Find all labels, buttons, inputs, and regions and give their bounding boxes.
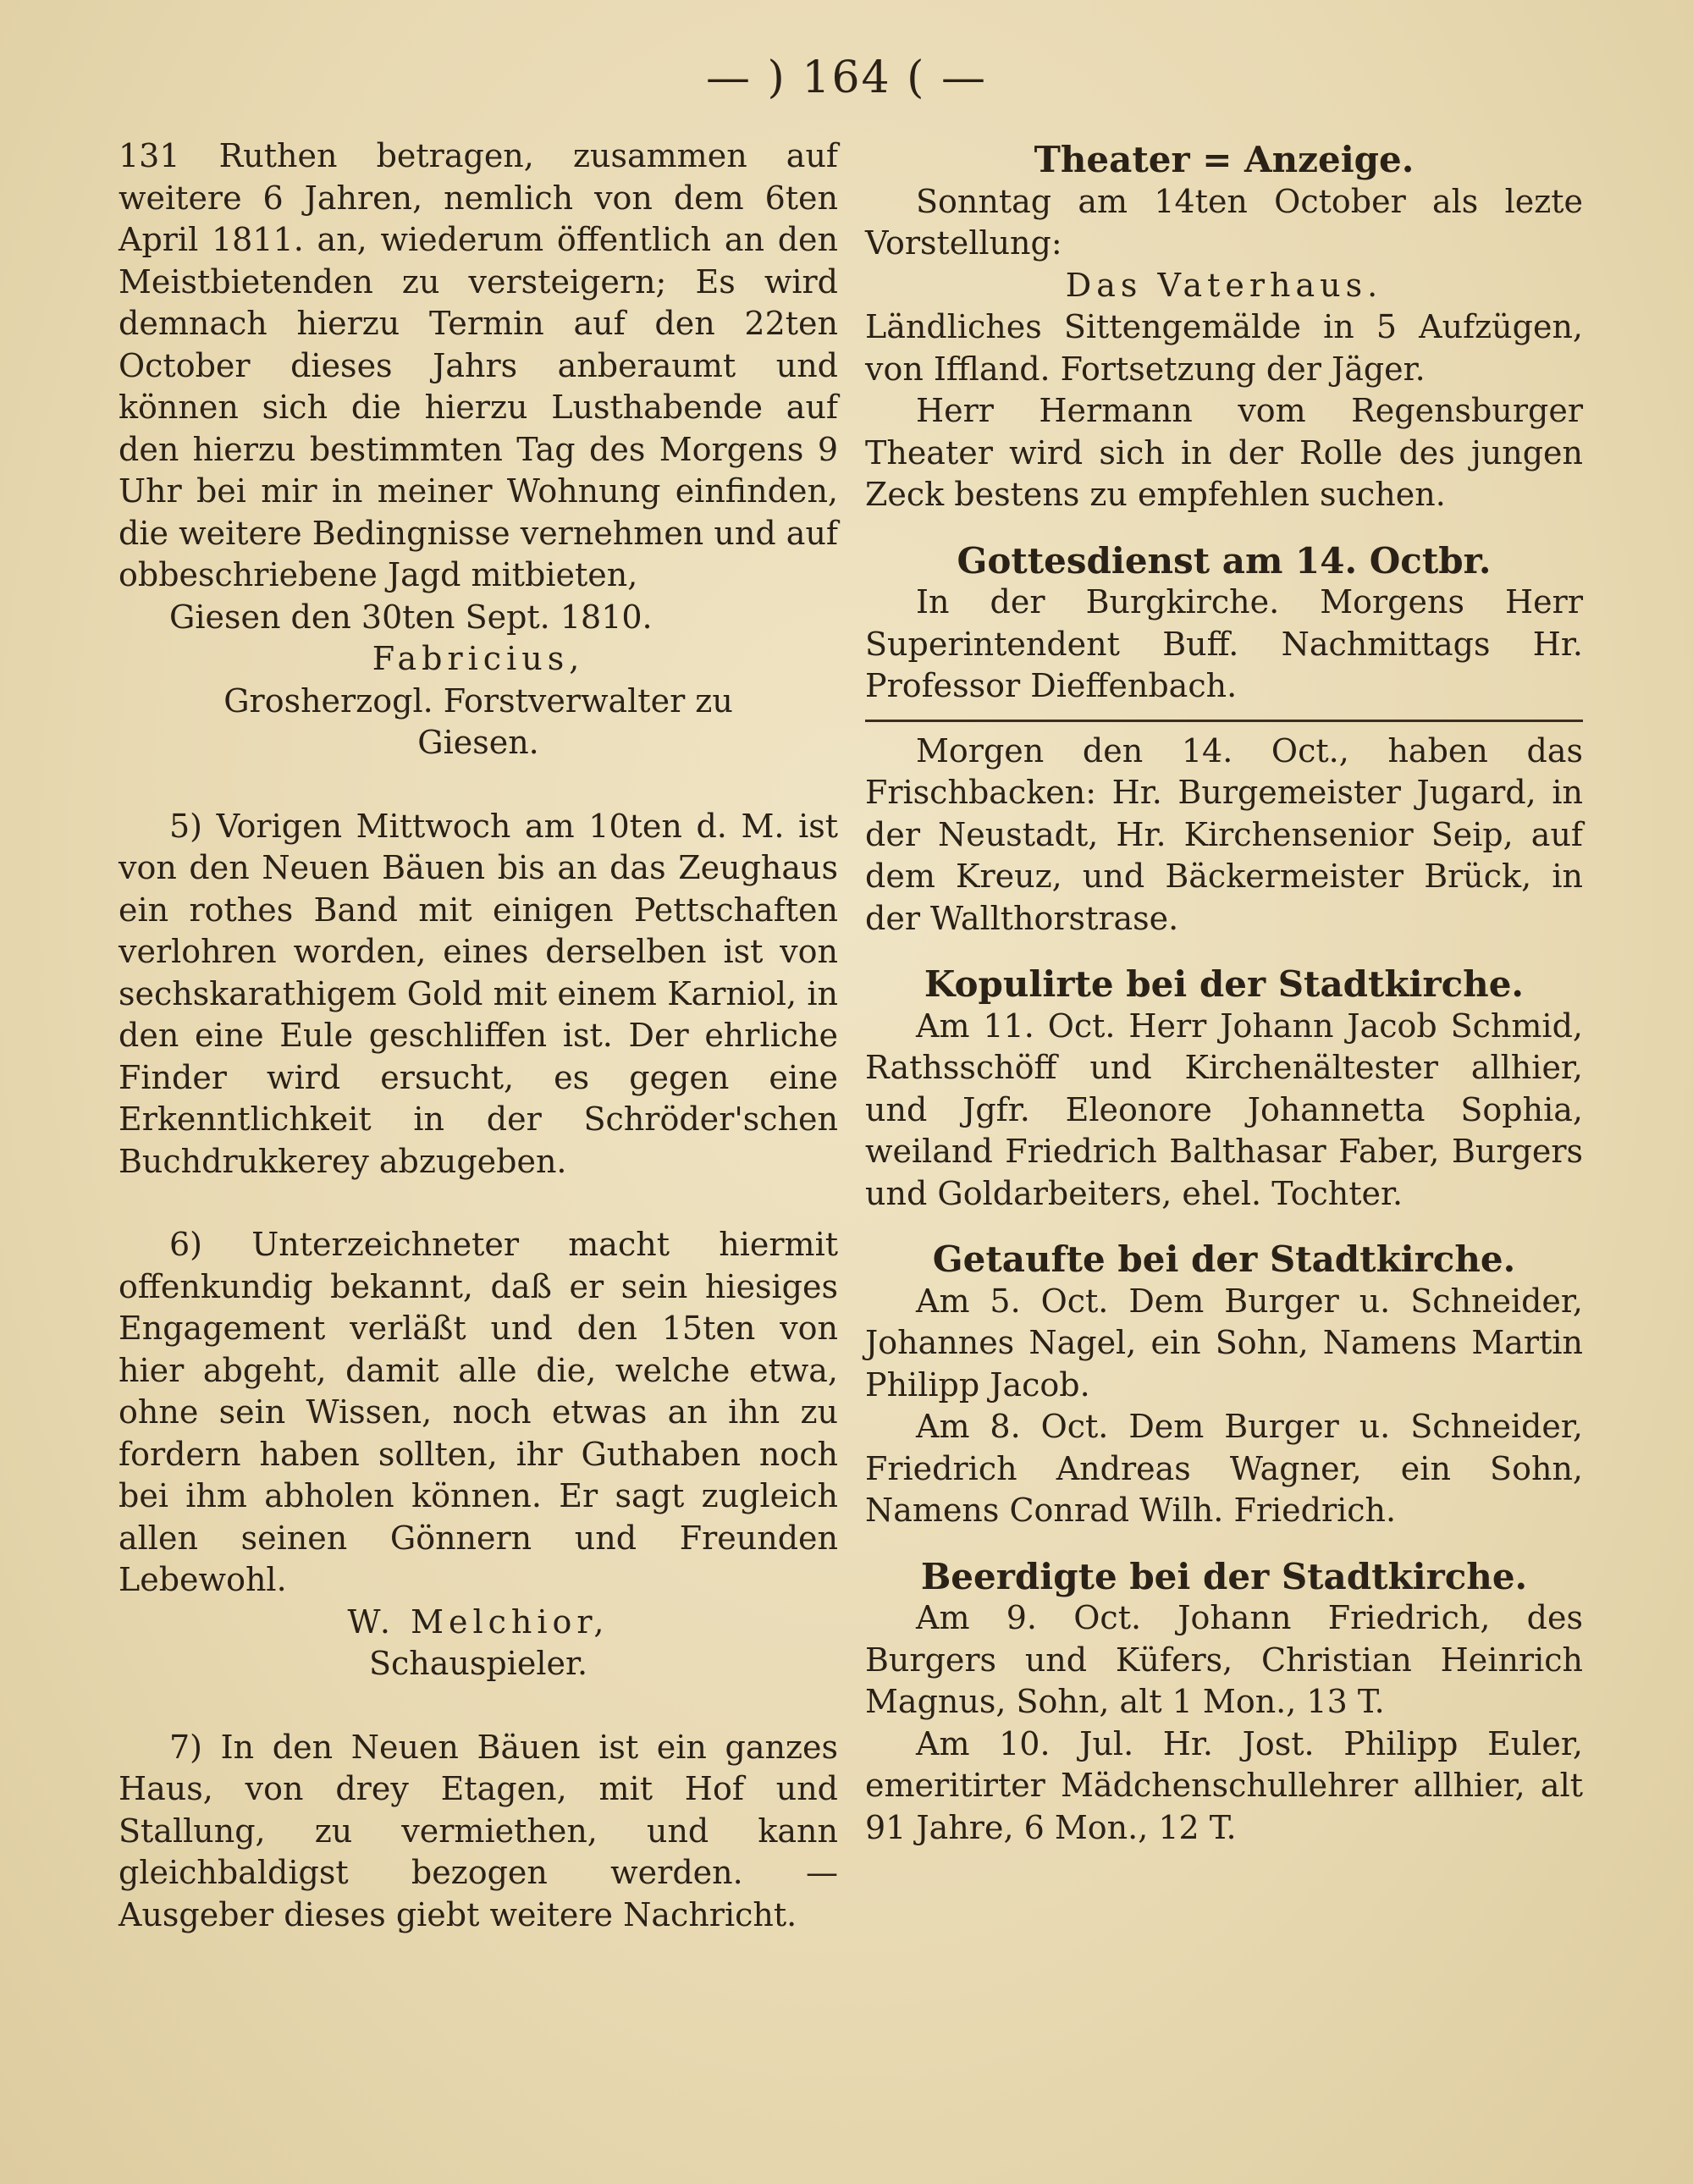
left-column [119, 135, 838, 1936]
notice-6: 6) Unterzeichneter macht hiermit offenkundig bekannt, daß er sein hiesiges Engagement verläßt und den 15ten von hier abgeht, damit alle die, welche etwa, ohne sein Wissen, noch etwas an ihn zu fordern haben sollten, ihr Guthaben noch bei ihm abholen können. Er sagt zugleich allen seinen Gönnern und Freunden Lebewohl. [119, 1226, 838, 1598]
right-column [865, 135, 1583, 1849]
notice-4-signature-title: Grosherzogl. Forstverwalter zu [223, 681, 733, 720]
notice-7: 7) In den Neuen Bäuen ist ein ganzes Haus, von drey Etagen, mit Hof und Stallung, zu vermiethen, und kann gleichbaldigst bezogen werden. — Ausgeber dieses giebt weitere Nachricht. [119, 1728, 838, 1933]
notice-4-signature: Fabricius, [372, 640, 585, 677]
notice-6-signature: W. Melchior, [347, 1602, 609, 1641]
burials-entry-1: Am 9. Oct. Johann Friedrich, des Burgers und Küfers, Christian Heinrich Magnus, Sohn, alt 1 Mon., 13 T. [865, 1599, 1583, 1720]
theater-play-title: Das Vaterhaus. [1065, 266, 1383, 304]
marriages-heading: Kopulirte bei der Stadtkirche. [924, 963, 1525, 1005]
page-number: — ) 164 ( — [706, 52, 987, 103]
burials-heading: Beerdigte bei der Stadtkirche. [920, 1555, 1528, 1597]
theater-description: Ländliches Sittengemälde in 5 Aufzügen, von Iffland. Fortsetzung der Jäger. [865, 308, 1583, 388]
notice-4-date: Giesen den 30ten Sept. 1810. [169, 598, 653, 636]
service-text: In der Burgkirche. Morgens Herr Superintendent Buff. Nachmittags Hr. Professor Dieffenbach. [865, 583, 1583, 704]
theater-date: Sonntag am 14ten October als lezte Vorstellung: [865, 182, 1583, 262]
baptisms-entry-1: Am 5. Oct. Dem Burger u. Schneider, Johannes Nagel, ein Sohn, Namens Martin Philipp Jacob. [865, 1282, 1583, 1404]
notice-4-continuation: 131 Ruthen betragen, zusammen auf weitere 6 Jahren, nemlich von dem 6ten April 1811. an, wiederum öffentlich an den Meistbietenden zu versteigern; Es wird demnach hierzu Termin auf den 22ten October dieses Jahrs anberaumt und können sich die hierzu Lusthabende auf den hierzu bestimmten Tag des Morgens 9 Uhr bei mir in meiner Wohnung einfinden, die weitere Bedingnisse vernehmen und auf obbeschriebene Jagd mitbieten, [119, 137, 838, 593]
theater-heading: Theater = Anzeige. [1034, 139, 1415, 180]
notice-5: 5) Vorigen Mittwoch am 10ten d. M. ist von den Neuen Bäuen bis an das Zeughaus ein rothes Band mit einigen Pettschaften verlohren worden, eines derselben ist von sechskarathigem Gold mit einem Karniol, in den eine Eule geschliffen ist. Der ehrliche Finder wird ersucht, es gegen eine Erkenntlichkeit in der Schröder'schen Buchdrukkerey abzugeben. [119, 807, 838, 1180]
baking-notice: Morgen den 14. Oct., haben das Frischbacken: Hr. Burgemeister Jugard, in der Neustadt, Hr. Kirchensenior Seip, auf dem Kreuz, und Bäckermeister Brück, in der Wallthorstrase. [865, 731, 1583, 937]
service-heading: Gottesdienst am 14. Octbr. [957, 539, 1492, 582]
baptisms-heading: Getaufte bei der Stadtkirche. [932, 1238, 1516, 1280]
notice-4-signature-place: Giesen. [417, 724, 539, 761]
section-divider [865, 720, 1583, 722]
theater-guest-actor: Herr Hermann vom Regensburger Theater wird sich in der Rolle des jungen Zeck bestens zu empfehlen suchen. [865, 392, 1583, 513]
marriages-entry: Am 11. Oct. Herr Johann Jacob Schmid, Rathsschöff und Kirchenältester allhier, und Jgfr. Eleonore Johannetta Sophia, weiland Friedrich Balthasar Faber, Burgers und Goldarbeiters, ehel. Tochter. [865, 1007, 1583, 1212]
burials-entry-2: Am 10. Jul. Hr. Jost. Philipp Euler, emeritirter Mädchenschullehrer allhier, alt 91 Jahre, 6 Mon., 12 T. [865, 1724, 1583, 1846]
baptisms-entry-2: Am 8. Oct. Dem Burger u. Schneider, Friedrich Andreas Wagner, ein Sohn, Namens Conrad Wilh. Friedrich. [865, 1408, 1583, 1529]
notice-6-signature-title: Schauspieler. [368, 1645, 588, 1682]
